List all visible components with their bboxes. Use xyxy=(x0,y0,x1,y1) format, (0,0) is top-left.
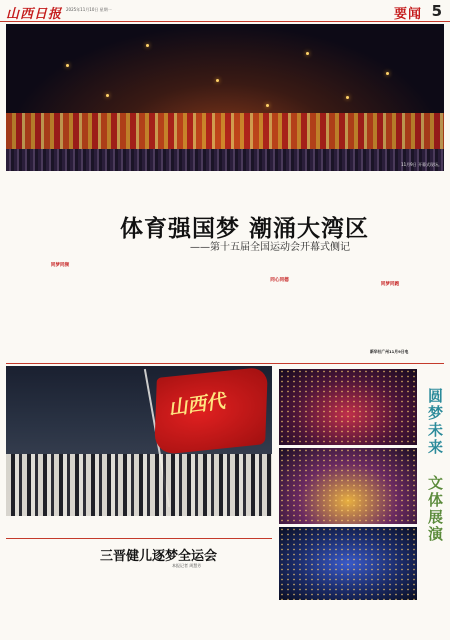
newspaper-logo: 山西日报 xyxy=(6,7,63,22)
gallery-title-a: 圆梦未来 xyxy=(426,388,444,456)
section-divider xyxy=(6,363,444,364)
main-subhead: ——第十五届全国运动会开幕式侧记 xyxy=(190,242,350,253)
gallery-title-b: 文体展演 xyxy=(426,475,444,543)
firework-spark xyxy=(346,96,349,99)
sub-article-byline: 本报记者 周慧芳 xyxy=(172,563,202,568)
opening-ceremony-photo xyxy=(6,24,444,171)
firework-spark xyxy=(266,104,269,107)
main-headline: 体育强国梦 潮涌大湾区 xyxy=(120,216,370,242)
stage-lights xyxy=(6,113,444,149)
issue-date: 2025年11月10日 星期一 xyxy=(66,7,112,12)
page-number: 5 xyxy=(431,2,442,20)
column-heading: 同梦同频 xyxy=(50,263,70,268)
sub-article-title: 三晋健儿逐梦全运会 xyxy=(100,549,218,564)
article-column-3 xyxy=(227,256,332,362)
text-block xyxy=(6,176,114,260)
article-column-4 xyxy=(336,176,444,346)
masthead xyxy=(0,0,450,22)
section-title: 要闻 xyxy=(393,7,422,22)
article-column-2 xyxy=(118,256,223,362)
athletes-group xyxy=(6,454,272,516)
crowd-silhouette xyxy=(6,149,444,171)
firework-spark xyxy=(386,72,389,75)
flag-lettering: 山西代 xyxy=(166,390,227,420)
firework-spark xyxy=(66,64,69,67)
top-photo-caption: 11月9日 开幕式现场。 xyxy=(401,162,442,167)
dateline: 新华社广州11月9日电 xyxy=(370,349,409,354)
gallery-photo-2 xyxy=(279,448,417,524)
text-block xyxy=(118,256,223,316)
firework-spark xyxy=(146,44,149,47)
column-heading: 同心同德 xyxy=(270,278,289,283)
shanxi-delegation-photo xyxy=(6,366,272,516)
firework-spark xyxy=(306,52,309,55)
firework-spark xyxy=(106,94,109,97)
gallery-photo-3 xyxy=(279,527,417,600)
column-heading: 同梦同跑 xyxy=(380,282,400,287)
article-column-1 xyxy=(6,176,114,362)
firework-spark xyxy=(216,79,219,82)
sub-divider xyxy=(6,538,272,539)
gallery-photo-1 xyxy=(279,369,417,445)
